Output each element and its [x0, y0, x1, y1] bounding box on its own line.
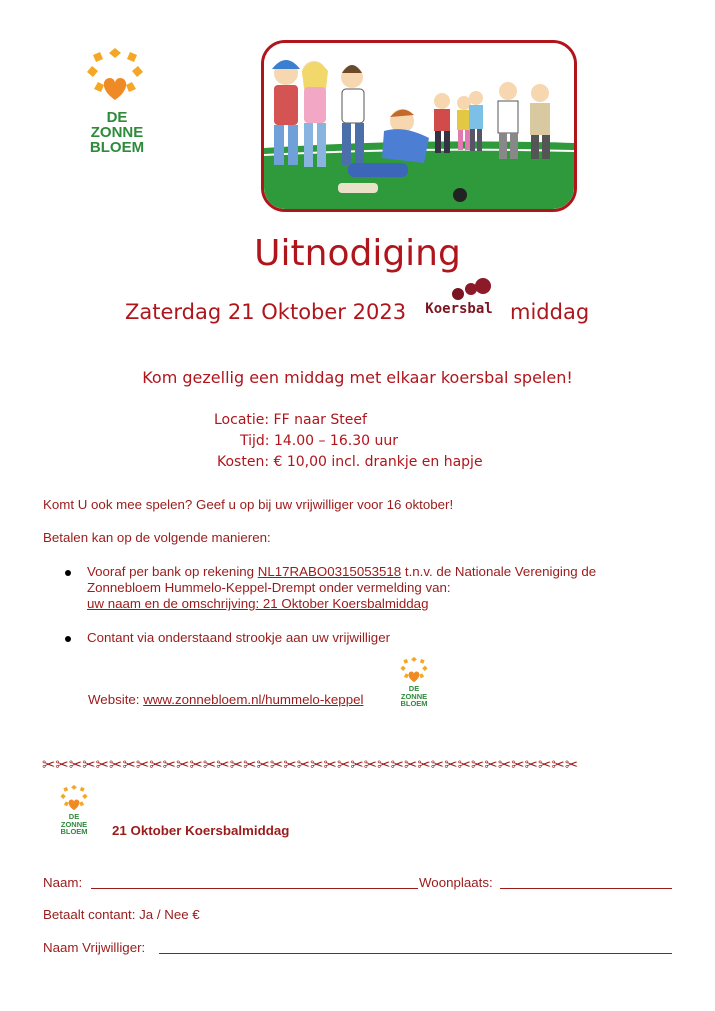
bank-post: t.n.v. de Nationale Vereniging de [401, 564, 597, 579]
players-illustration [264, 43, 574, 209]
detail-locatie: Locatie: FF naar Steef [214, 412, 367, 428]
logo-slip-bloem: BLOEM [60, 827, 88, 836]
woonplaats-field[interactable] [500, 888, 672, 889]
website-label: Website: [88, 692, 144, 707]
call-to-action: Komt U ook mee spelen? Geef u op bij uw vrijwilliger voor 16 oktober! [43, 497, 454, 512]
bullet-cash [65, 636, 71, 642]
logo-text-zonne: ZONNE [90, 124, 144, 141]
sunflower-icon [397, 655, 431, 685]
logo-slip-zonne: ZONNE [60, 819, 88, 829]
betaald-contant-label: Betaalt contant: Ja / Nee € [43, 907, 200, 922]
detail-tijd: Tijd: 14.00 – 16.30 uur [240, 433, 398, 449]
vrijwilliger-field[interactable] [159, 953, 672, 954]
koersbal-logo-text: Koersbal [425, 301, 493, 317]
scissors-cut-line: ✂✂✂✂✂✂✂✂✂✂✂✂✂✂✂✂✂✂✂✂✂✂✂✂✂✂✂✂✂✂✂✂✂✂✂✂✂✂✂✂ [42, 755, 579, 774]
sunflower-icon [80, 44, 150, 106]
bank-line3: uw naam en de omschrijving: 21 Oktober Koersbalmiddag [87, 596, 429, 611]
logo-small-bloem: BLOEM [400, 699, 428, 708]
koersbal-illustration [261, 40, 577, 212]
bullet-bank [65, 570, 71, 576]
naam-field[interactable] [91, 888, 418, 889]
payment-cash: Contant via onderstaand strookje aan uw vrijwilliger [87, 630, 391, 645]
sunflower-icon [57, 783, 91, 813]
website-line [88, 692, 363, 707]
payment-bank [87, 564, 687, 612]
vrijwilliger-label: Naam Vrijwilliger: [43, 940, 146, 955]
slip-title: 21 Oktober Koersbalmiddag [112, 823, 290, 838]
payment-intro: Betalen kan op de volgende manieren: [43, 530, 271, 545]
woonplaats-label: Woonplaats: [419, 875, 493, 890]
bank-line2: Zonnebloem Hummelo-Keppel-Drempt onder vermelding van: [87, 580, 451, 595]
logo-small-de: DE [408, 684, 420, 693]
date-subtitle: Zaterdag 21 Oktober 2023 [125, 300, 407, 324]
naam-label: Naam: [43, 875, 83, 890]
koersbal-logo [420, 277, 498, 325]
detail-kosten: Kosten: € 10,00 incl. drankje en hapje [217, 454, 483, 470]
logo-text-bloem: BLOEM [89, 139, 145, 156]
zonnebloem-logo-slip [52, 783, 96, 839]
invite-text: Kom gezellig een middag met elkaar koersbal spelen! [142, 368, 573, 387]
page-title: Uitnodiging [254, 233, 461, 274]
koersbal-balls-icon [420, 277, 498, 303]
logo-slip-de: DE [68, 812, 80, 821]
bank-iban-link[interactable]: NL17RABO0315053518 [257, 564, 402, 579]
zonnebloem-logo-small [392, 655, 436, 709]
middag-subtitle: middag [510, 300, 590, 324]
logo-small-zonne: ZONNE [400, 691, 428, 701]
bank-pre: Vooraf per bank op rekening [87, 564, 258, 579]
logo-text-de: DE [106, 109, 128, 126]
zonnebloem-logo [72, 44, 162, 159]
website-link[interactable]: www.zonnebloem.nl/hummelo-keppel [143, 692, 364, 707]
